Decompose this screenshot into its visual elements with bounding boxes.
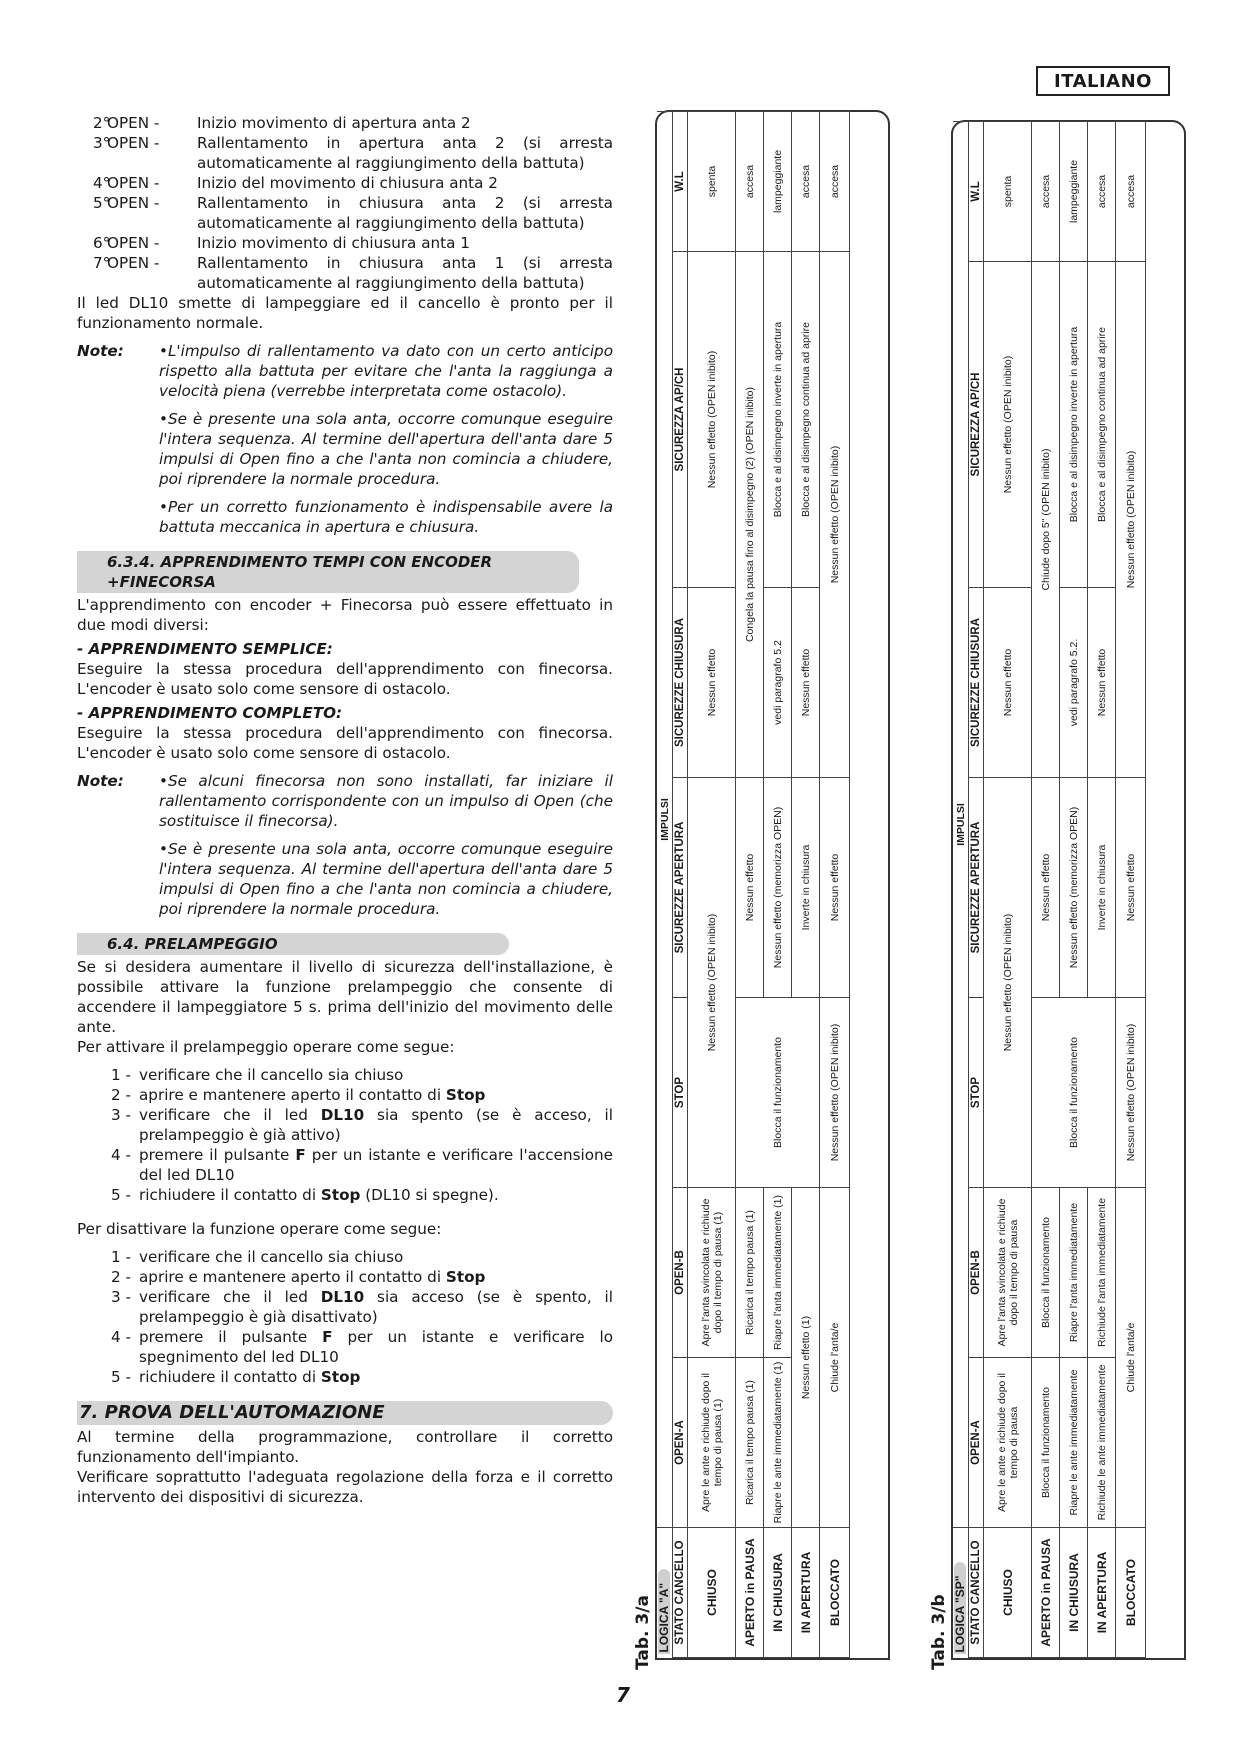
step-item: 4° OPEN - Inizio del movimento di chiusura anta 2	[93, 174, 498, 192]
section-heading-634: 6.3.4. APPRENDIMENTO TEMPI CON ENCODER +FINECORSA	[77, 551, 579, 593]
list-item: 5 - richiudere il contatto di Stop (DL10 si spegne).	[111, 1186, 499, 1204]
table-frame	[655, 110, 890, 1660]
list-item: 3 - verificare che il led DL10 sia spento (se è acceso, il prelampeggio è già attivo)	[111, 1106, 613, 1144]
step-item: 3° OPEN - Rallentamento in apertura anta 2 (si arresta automaticamente al raggiungimento della battuta)	[93, 134, 613, 172]
table-row: CHIUSO Apre le ante e richiude dopo il tempo di pausa (1) Apre l'anta svincolata e richiude dopo il tempo di pausa (1) Nessun effetto (OPEN inibito) Nessun effetto Nessun effetto (OPEN inibito) spenta	[688, 111, 736, 1657]
paragraph: Se si desidera aumentare il livello di sicurezza dell'installazione, è possibile attivare la funzione prelampeggio che consente di accendere il lampeggiatore 5 s. prima dell'inizio del movimento delle ante.	[77, 958, 613, 1036]
note-label: Note:	[77, 342, 124, 360]
list-item: 5 - richiudere il contatto di Stop	[111, 1368, 361, 1386]
subheading-complete: - APPRENDIMENTO COMPLETO:	[77, 704, 343, 722]
table-row: IN APERTURA Richiude le ante immediatamente Richiude l'anta immediatamente Inverte in chiusura Nessun effetto Blocca e al disimpegno continua ad aprire accesa	[1088, 121, 1116, 1657]
impulsi-header: IMPULSI	[657, 111, 673, 1527]
logic-table-a	[657, 111, 850, 1658]
logic-table-b	[953, 121, 1146, 1658]
table-row: APERTO in PAUSA Blocca il funzionamento Blocca il funzionamento Blocca il funzionamento Nessun effetto Chiude dopo 5" (OPEN inibito) accesa	[1032, 121, 1060, 1657]
list-item: 2 - aprire e mantenere aperto il contatto di Stop	[111, 1268, 486, 1286]
deactivate-list	[77, 1247, 613, 1387]
note-bullet: •Per un corretto funzionamento è indispensabile avere la battuta meccanica in apertura e chiusura.	[159, 498, 613, 536]
list-item: 4 - premere il pulsante F per un istante e verificare l'accensione del led DL10	[111, 1146, 613, 1184]
list-item: 1 - verificare che il cancello sia chiuso	[111, 1066, 404, 1084]
note-block	[77, 341, 613, 545]
page-number: 7	[616, 1683, 630, 1707]
table-row: BLOCCATO Chiude l'anta/e Nessun effetto (OPEN inibito) Nessun effetto Nessun effetto (OPEN inibito) accesa	[820, 111, 850, 1657]
language-badge: ITALIANO	[1036, 66, 1170, 96]
list-item: 3 - verificare che il led DL10 sia acceso (se è spento, il prelampeggio è già disattivato)	[111, 1288, 613, 1326]
paragraph: Eseguire la stessa procedura dell'apprendimento con finecorsa. L'encoder è usato solo come sensore di ostacolo.	[77, 724, 613, 762]
table-row: CHIUSO Apre le ante e richiude dopo il tempo di pausa Apre l'anta svincolata e richiude dopo il tempo di pausa Nessun effetto (OPEN inibito) Nessun effetto Nessun effetto (OPEN inibito) spenta	[984, 121, 1032, 1657]
table-row: IN CHIUSURA Riapre le ante immediatamente (1) Riapre l'anta immediatamente (1) Nessun effetto (memorizza OPEN) vedi paragrafo 5.2 Blocca e al disimpegno inverte in apertura lampeggiante	[764, 111, 792, 1657]
note-label: Note:	[77, 772, 124, 790]
step-list	[77, 113, 613, 293]
paragraph: Per attivare il prelampeggio operare come segue:	[77, 1038, 455, 1056]
note-bullet: •L'impulso di rallentamento va dato con un certo anticipo rispetto alla battuta per evitare che l'anta la raggiunga a velocità piena (verrebbe interpretata come ostacolo).	[159, 342, 613, 400]
paragraph: Per disattivare la funzione operare come segue:	[77, 1220, 442, 1238]
subheading-simple: - APPRENDIMENTO SEMPLICE:	[77, 640, 333, 658]
impulsi-header: IMPULSI	[953, 121, 969, 1527]
step-item: 2° OPEN - Inizio movimento di apertura anta 2	[93, 114, 471, 132]
note-body	[159, 771, 613, 927]
list-item: 4 - premere il pulsante F per un istante e verificare lo spegnimento del led DL10	[111, 1328, 613, 1366]
section-heading-7: 7. PROVA DELL'AUTOMAZIONE	[77, 1401, 613, 1425]
main-text-column	[77, 113, 613, 1507]
note-body	[159, 341, 613, 545]
activate-list	[77, 1065, 613, 1205]
paragraph: L'apprendimento con encoder + Finecorsa può essere effettuato in due modi diversi:	[77, 596, 613, 634]
note-block	[77, 771, 613, 927]
table-row: IN APERTURA Nessun effetto (1) Inverte in chiusura Nessun effetto Blocca e al disimpegno continua ad aprire accesa	[792, 111, 820, 1657]
table-header-row: STATO CANCELLO OPEN-A OPEN-B STOP SICUREZZE APERTURA SICUREZZE CHIUSURA SICUREZZA AP/CH W.L	[969, 121, 984, 1657]
section-heading-64: 6.4. PRELAMPEGGIO	[77, 933, 509, 955]
table-row: IN CHIUSURA Riapre le ante immediatamente Riapre l'anta immediatamente Nessun effetto (memorizza OPEN) vedi paragrafo 5.2. Blocca e al disimpegno inverte in apertura lampeggiante	[1060, 121, 1088, 1657]
paragraph: Eseguire la stessa procedura dell'apprendimento con finecorsa. L'encoder è usato solo come sensore di ostacolo.	[77, 660, 613, 698]
step-item: 6° OPEN - Inizio movimento di chiusura anta 1	[93, 234, 470, 252]
table-title: Tab. 3/b	[929, 1594, 949, 1670]
table-row: BLOCCATO Chiude l'anta/e Nessun effetto (OPEN inibito) Nessun effetto Nessun effetto (OPEN inibito) accesa	[1116, 121, 1146, 1657]
paragraph: Il led DL10 smette di lampeggiare ed il cancello è pronto per il funzionamento normale.	[77, 294, 613, 332]
note-bullet: •Se è presente una sola anta, occorre comunque eseguire l'intera sequenza. Al termine dell'apertura dell'anta dare 5 impulsi di Open fino a che l'anta non comincia a chiudere, poi riprendere la normale procedura.	[159, 410, 613, 488]
step-item: 5° OPEN - Rallentamento in chiusura anta 2 (si arresta automaticamente al raggiungimento della battuta)	[93, 194, 613, 232]
paragraph: Verificare soprattutto l'adeguata regolazione della forza e il corretto intervento dei dispositivi di sicurezza.	[77, 1468, 613, 1506]
paragraph: Al termine della programmazione, controllare il corretto funzionamento dell'impianto.	[77, 1428, 613, 1466]
table-header-row: STATO CANCELLO OPEN-A OPEN-B STOP SICUREZZE APERTURA SICUREZZE CHIUSURA SICUREZZA AP/CH W.L	[673, 111, 688, 1657]
note-bullet: •Se è presente una sola anta, occorre comunque eseguire l'intera sequenza. Al termine dell'apertura dell'anta dare 5 impulsi di Open fino a che l'anta non comincia a chiudere, poi riprendere la normale procedura.	[159, 840, 613, 918]
logic-label: LOGICA "A"	[658, 1569, 670, 1655]
list-item: 2 - aprire e mantenere aperto il contatto di Stop	[111, 1086, 486, 1104]
table-row: APERTO in PAUSA Ricarica il tempo pausa (1) Ricarica il tempo pausa (1) Blocca il funzionamento Nessun effetto Congela la pausa fino al disimpegno (2) (OPEN inibito) accesa	[736, 111, 764, 1657]
step-item: 7° OPEN - Rallentamento in chiusura anta 1 (si arresta automaticamente al raggiungimento della battuta)	[93, 254, 613, 292]
logic-label: LOGICA "SP"	[954, 1562, 966, 1655]
note-bullet: •Se alcuni finecorsa non sono installati, far iniziare il rallentamento corrispondente con un impulso di Open (che sostituisce il finecorsa).	[159, 772, 613, 830]
table-title: Tab. 3/a	[633, 1595, 653, 1670]
list-item: 1 - verificare che il cancello sia chiuso	[111, 1248, 404, 1266]
table-frame	[951, 120, 1186, 1660]
